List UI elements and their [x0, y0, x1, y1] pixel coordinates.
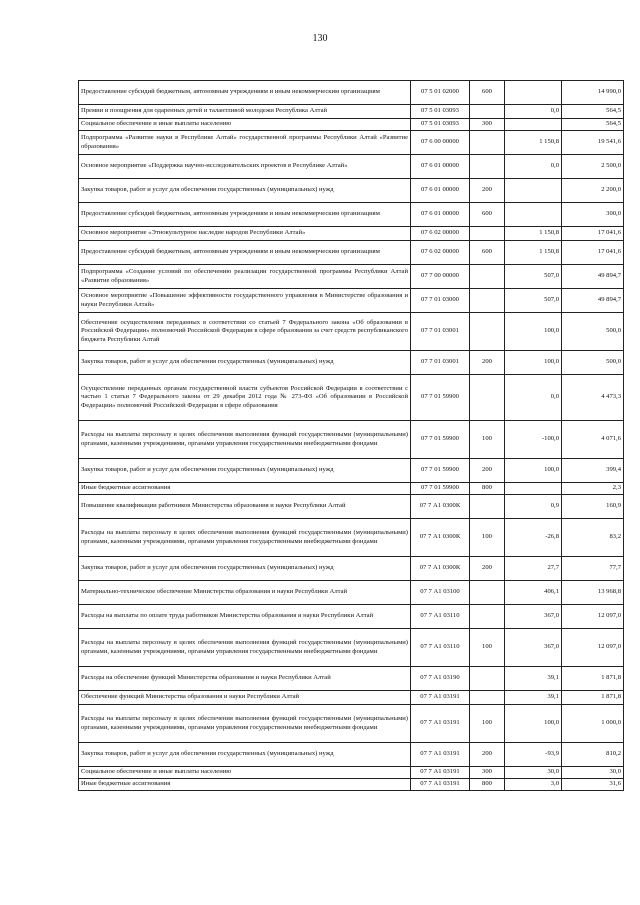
table-row	[79, 131, 624, 155]
table-row	[79, 375, 624, 421]
row-name: Расходы на выплаты персоналу в целях обеспечения выполнения функций государственными (муниципальными) органами, казенными учреждениями, органами управления государственными внебюджетными фондами	[79, 519, 411, 557]
row-change-amount	[505, 119, 562, 131]
row-code: 07 7 А1 03100	[411, 581, 470, 605]
row-expense-type: 100	[470, 629, 505, 667]
row-change-amount: 507,0	[505, 289, 562, 313]
row-code: 07 7 01 03001	[411, 351, 470, 375]
table-row	[79, 119, 624, 131]
row-name: Закупка товаров, работ и услуг для обеспечения государственных (муниципальных) нужд	[79, 459, 411, 483]
row-total-amount: 12 097,0	[562, 605, 624, 629]
row-total-amount: 1 000,0	[562, 705, 624, 743]
table-row	[79, 227, 624, 241]
row-code: 07 6 00 00000	[411, 131, 470, 155]
row-expense-type	[470, 581, 505, 605]
table-row	[79, 667, 624, 691]
row-total-amount: 2,3	[562, 483, 624, 495]
row-change-amount: 100,0	[505, 705, 562, 743]
row-total-amount: 77,7	[562, 557, 624, 581]
table-row	[79, 81, 624, 105]
row-expense-type: 100	[470, 519, 505, 557]
row-expense-type	[470, 313, 505, 351]
row-total-amount: 810,2	[562, 743, 624, 767]
row-name: Подпрограмма «Развитие науки в Республике Алтай» государственной программы Республики Алтай «Развитие образования»	[79, 131, 411, 155]
table-row	[79, 459, 624, 483]
row-code: 07 6 02 00000	[411, 241, 470, 265]
row-total-amount: 1 871,8	[562, 691, 624, 705]
row-change-amount: -26,8	[505, 519, 562, 557]
row-total-amount: 19 541,6	[562, 131, 624, 155]
row-expense-type: 800	[470, 483, 505, 495]
row-expense-type: 100	[470, 421, 505, 459]
row-code: 07 7 А1 03191	[411, 743, 470, 767]
row-total-amount: 4 071,6	[562, 421, 624, 459]
row-change-amount: 406,1	[505, 581, 562, 605]
row-change-amount: 27,7	[505, 557, 562, 581]
row-name: Расходы на обеспечение функций Министерства образования и науки Республики Алтай	[79, 667, 411, 691]
row-code: 07 6 01 00000	[411, 203, 470, 227]
row-total-amount: 17 041,6	[562, 227, 624, 241]
row-name: Расходы на выплаты персоналу в целях обеспечения выполнения функций государственными (муниципальными) органами, казенными учреждениями, органами управления государственными внебюджетными фондами	[79, 705, 411, 743]
row-expense-type	[470, 227, 505, 241]
row-code: 07 7 00 00000	[411, 265, 470, 289]
row-change-amount: 0,0	[505, 155, 562, 179]
row-change-amount: 100,0	[505, 459, 562, 483]
row-name: Социальное обеспечение и иные выплаты населению	[79, 119, 411, 131]
row-change-amount: 1 150,8	[505, 241, 562, 265]
row-total-amount: 30,0	[562, 767, 624, 779]
table-row	[79, 767, 624, 779]
row-expense-type	[470, 289, 505, 313]
table-row	[79, 581, 624, 605]
row-code: 07 5 01 03093	[411, 105, 470, 119]
table-row	[79, 105, 624, 119]
row-code: 07 7 А1 03190	[411, 667, 470, 691]
row-name: Основное мероприятие «Этнокультурное наследие народов Республики Алтай»	[79, 227, 411, 241]
table-row	[79, 605, 624, 629]
row-code: 07 7 01 59900	[411, 421, 470, 459]
row-code: 07 7 01 59900	[411, 483, 470, 495]
row-expense-type: 300	[470, 767, 505, 779]
row-name: Иные бюджетные ассигнования	[79, 483, 411, 495]
row-code: 07 5 01 03093	[411, 119, 470, 131]
row-name: Закупка товаров, работ и услуг для обеспечения государственных (муниципальных) нужд	[79, 179, 411, 203]
row-expense-type: 200	[470, 743, 505, 767]
row-expense-type	[470, 605, 505, 629]
row-expense-type: 200	[470, 459, 505, 483]
table-row	[79, 743, 624, 767]
row-name: Премии и поощрения для одаренных детей и талантливой молодежи Республика Алтай	[79, 105, 411, 119]
table-row	[79, 629, 624, 667]
row-expense-type: 200	[470, 557, 505, 581]
row-code: 07 5 01 02000	[411, 81, 470, 105]
row-name: Расходы на выплаты персоналу в целях обеспечения выполнения функций государственными (муниципальными) органами, казенными учреждениями, органами управления государственными внебюджетными фондами	[79, 629, 411, 667]
row-change-amount: 0,9	[505, 495, 562, 519]
row-code: 07 7 А1 03110	[411, 629, 470, 667]
row-change-amount: 1 150,8	[505, 227, 562, 241]
row-name: Предоставление субсидий бюджетным, автономным учреждениям и иным некоммерческим организациям	[79, 203, 411, 227]
row-expense-type	[470, 691, 505, 705]
table-row	[79, 155, 624, 179]
row-code: 07 7 А1 0300К	[411, 557, 470, 581]
row-total-amount: 300,0	[562, 203, 624, 227]
row-total-amount: 2 200,0	[562, 179, 624, 203]
row-change-amount: 0,0	[505, 375, 562, 421]
table-body	[79, 81, 624, 791]
table-row	[79, 179, 624, 203]
row-name: Закупка товаров, работ и услуг для обеспечения государственных (муниципальных) нужд	[79, 743, 411, 767]
row-name: Материально-техническое обеспечение Министерства образования и науки Республики Алтай	[79, 581, 411, 605]
table-row	[79, 705, 624, 743]
table-row	[79, 265, 624, 289]
table-row	[79, 289, 624, 313]
row-change-amount: 1 150,8	[505, 131, 562, 155]
row-change-amount: 100,0	[505, 351, 562, 375]
budget-table	[78, 80, 624, 791]
row-total-amount: 1 871,8	[562, 667, 624, 691]
row-expense-type	[470, 265, 505, 289]
row-name: Закупка товаров, работ и услуг для обеспечения государственных (муниципальных) нужд	[79, 557, 411, 581]
table-row	[79, 313, 624, 351]
table-row	[79, 519, 624, 557]
row-change-amount: -100,0	[505, 421, 562, 459]
row-total-amount: 49 894,7	[562, 265, 624, 289]
row-name: Обеспечение осуществления переданных в соответствии со статьей 7 Федерального закона «Об образовании в Российской Федерации» полномочий Российской Федерации в сфере образования за счет средств республиканского бюджета Республики Алтай	[79, 313, 411, 351]
row-change-amount	[505, 203, 562, 227]
row-code: 07 7 А1 0300К	[411, 519, 470, 557]
row-expense-type: 300	[470, 119, 505, 131]
row-name: Повышение квалификации работников Министерства образования и науки Республики Алтай	[79, 495, 411, 519]
row-code: 07 6 02 00000	[411, 227, 470, 241]
row-total-amount: 2 500,0	[562, 155, 624, 179]
row-total-amount: 4 473,3	[562, 375, 624, 421]
row-total-amount: 83,2	[562, 519, 624, 557]
row-expense-type: 600	[470, 241, 505, 265]
row-code: 07 6 01 00000	[411, 179, 470, 203]
row-expense-type: 200	[470, 179, 505, 203]
row-code: 07 7 А1 03191	[411, 705, 470, 743]
table-row	[79, 203, 624, 227]
row-name: Иные бюджетные ассигнования	[79, 779, 411, 791]
row-name: Закупка товаров, работ и услуг для обеспечения государственных (муниципальных) нужд	[79, 351, 411, 375]
row-code: 07 7 А1 03110	[411, 605, 470, 629]
row-change-amount	[505, 81, 562, 105]
row-expense-type: 200	[470, 351, 505, 375]
row-name: Предоставление субсидий бюджетным, автономным учреждениям и иным некоммерческим организациям	[79, 241, 411, 265]
table-row	[79, 557, 624, 581]
row-change-amount: 367,0	[505, 629, 562, 667]
row-code: 07 7 01 03001	[411, 313, 470, 351]
row-change-amount: 30,0	[505, 767, 562, 779]
row-name: Расходы на выплаты по оплате труда работников Министерства образования и науки Республики Алтай	[79, 605, 411, 629]
row-code: 07 7 А1 03191	[411, 779, 470, 791]
row-expense-type	[470, 155, 505, 179]
table-row	[79, 483, 624, 495]
row-change-amount	[505, 483, 562, 495]
table-row	[79, 495, 624, 519]
row-total-amount: 12 097,0	[562, 629, 624, 667]
row-name: Обеспечение функций Министерства образования и науки Республики Алтай	[79, 691, 411, 705]
row-change-amount: 39,1	[505, 691, 562, 705]
row-name: Подпрограмма «Создание условий по обеспечению реализации государственной программы Республики Алтай «Развитие образования»	[79, 265, 411, 289]
table-row	[79, 421, 624, 459]
table-row	[79, 351, 624, 375]
row-expense-type	[470, 105, 505, 119]
row-code: 07 6 01 00000	[411, 155, 470, 179]
row-code: 07 7 01 03000	[411, 289, 470, 313]
row-total-amount: 500,0	[562, 351, 624, 375]
row-total-amount: 160,9	[562, 495, 624, 519]
row-expense-type	[470, 667, 505, 691]
row-total-amount: 31,6	[562, 779, 624, 791]
row-expense-type	[470, 131, 505, 155]
row-change-amount: 367,0	[505, 605, 562, 629]
row-name: Расходы на выплаты персоналу в целях обеспечения выполнения функций государственными (муниципальными) органами, казенными учреждениями, органами управления государственными внебюджетными фондами	[79, 421, 411, 459]
row-expense-type: 600	[470, 203, 505, 227]
row-code: 07 7 А1 0300К	[411, 495, 470, 519]
row-expense-type	[470, 495, 505, 519]
row-total-amount: 500,0	[562, 313, 624, 351]
row-change-amount: 39,1	[505, 667, 562, 691]
row-expense-type: 100	[470, 705, 505, 743]
row-change-amount: -93,9	[505, 743, 562, 767]
row-change-amount: 100,0	[505, 313, 562, 351]
table-row	[79, 691, 624, 705]
table-row	[79, 779, 624, 791]
row-name: Основное мероприятие «Поддержка научно-исследовательских проектов в Республике Алтай»	[79, 155, 411, 179]
row-expense-type	[470, 375, 505, 421]
row-code: 07 7 А1 03191	[411, 691, 470, 705]
row-name: Предоставление субсидий бюджетным, автономным учреждениям и иным некоммерческим организациям	[79, 81, 411, 105]
row-code: 07 7 01 59900	[411, 459, 470, 483]
row-change-amount: 0,0	[505, 105, 562, 119]
row-total-amount: 13 968,8	[562, 581, 624, 605]
page-number: 130	[312, 33, 328, 44]
row-change-amount: 507,0	[505, 265, 562, 289]
row-code: 07 7 А1 03191	[411, 767, 470, 779]
row-name: Основное мероприятие «Повышение эффективности государственного управления в Министерстве образования и науки Республики Алтай»	[79, 289, 411, 313]
row-total-amount: 399,4	[562, 459, 624, 483]
row-total-amount: 14 990,0	[562, 81, 624, 105]
row-code: 07 7 01 59900	[411, 375, 470, 421]
row-total-amount: 564,5	[562, 105, 624, 119]
row-total-amount: 564,5	[562, 119, 624, 131]
row-expense-type: 800	[470, 779, 505, 791]
row-change-amount: 3,0	[505, 779, 562, 791]
row-name: Осуществление переданных органам государственной власти субъектов Российской Федерации в соответствии с частью 1 статьи 7 Федерального закона от 29 декабря 2012 года № 273-ФЗ «Об образовании в Российской Федерации» полномочий Российской Федерации в сфере образования	[79, 375, 411, 421]
row-expense-type: 600	[470, 81, 505, 105]
row-total-amount: 17 041,6	[562, 241, 624, 265]
row-name: Социальное обеспечение и иные выплаты населению	[79, 767, 411, 779]
table-row	[79, 241, 624, 265]
row-change-amount	[505, 179, 562, 203]
row-total-amount: 49 894,7	[562, 289, 624, 313]
